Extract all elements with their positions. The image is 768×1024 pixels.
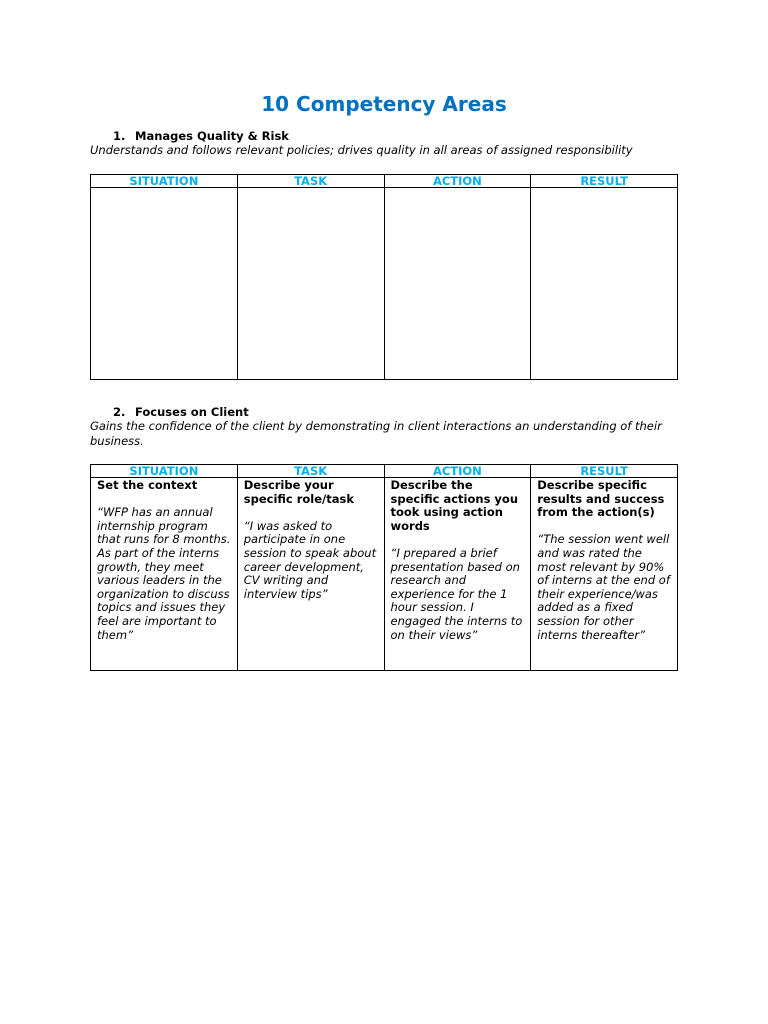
- task-cell: [237, 478, 384, 671]
- action-cell: [384, 478, 531, 671]
- situation-cell: [91, 188, 238, 380]
- section-2-description: Gains the confidence of the client by demonstrating in client interactions an understanding of their business.: [90, 419, 662, 448]
- table-row: [91, 188, 678, 380]
- table-row: [91, 478, 678, 671]
- table-header-row: [91, 175, 678, 188]
- section-1-number: 1.: [113, 129, 126, 143]
- column-header-situation: SITUATION: [91, 175, 238, 188]
- column-header-action: ACTION: [384, 465, 531, 478]
- situation-heading: Set the context: [97, 478, 198, 492]
- section-1-heading: [113, 129, 289, 143]
- task-heading: Describe your specific role/task: [243, 478, 354, 506]
- column-header-task: TASK: [237, 465, 384, 478]
- situation-cell: [91, 478, 238, 671]
- column-header-situation: SITUATION: [91, 465, 238, 478]
- action-cell: [384, 188, 531, 380]
- column-header-result: RESULT: [531, 175, 678, 188]
- result-example: “The session went well and was rated the most relevant by 90% of interns at the end of their experience/was added as a fixed session for other interns thereafter”: [537, 532, 670, 642]
- section-1-star-table: [90, 174, 678, 380]
- result-cell: [531, 478, 678, 671]
- column-header-action: ACTION: [384, 175, 531, 188]
- section-2-number: 2.: [113, 405, 126, 419]
- table-header-row: [91, 465, 678, 478]
- column-header-result: RESULT: [531, 465, 678, 478]
- result-cell: [531, 188, 678, 380]
- situation-example: “WFP has an annual internship program that runs for 8 months. As part of the interns growth, they meet various leaders in the organization to discuss topics and issues they feel are important to them”: [97, 505, 231, 642]
- page-title: 10 Competency Areas: [261, 92, 507, 116]
- column-header-task: TASK: [237, 175, 384, 188]
- section-1-title: Manages Quality & Risk: [135, 129, 289, 143]
- action-example: “I prepared a brief presentation based on research and experience for the 1 hour session. I engaged the interns to on their views”: [390, 545, 523, 642]
- result-heading: Describe specific results and success from the action(s): [537, 478, 665, 520]
- task-example: “I was asked to participate in one session to speak about career development, CV writing and interview tips”: [243, 518, 377, 601]
- section-1-description: Understands and follows relevant policies; drives quality in all areas of assigned responsibility: [90, 143, 633, 157]
- section-2-heading: [113, 405, 249, 419]
- section-2-star-table: [90, 464, 678, 671]
- action-heading: Describe the specific actions you took using action words: [390, 478, 519, 533]
- task-cell: [237, 188, 384, 380]
- section-2-title: Focuses on Client: [135, 405, 249, 419]
